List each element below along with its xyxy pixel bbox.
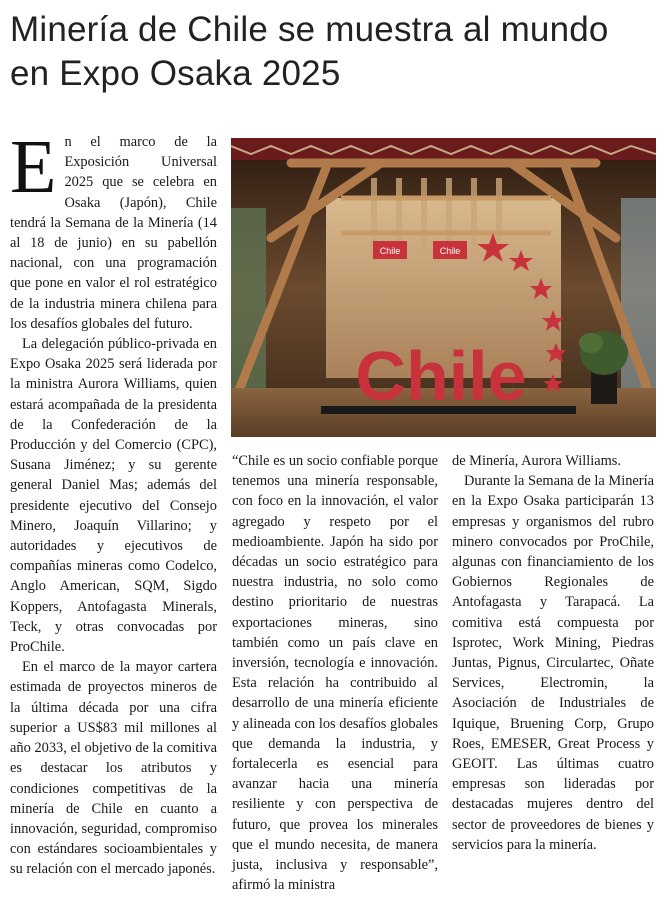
intro-text: n el marco de la Exposición Universal 2025 que se celebra en Osaka (Japón), Chile tendrá la Semana de la Minería (14 al 18 de junio) en su pabellón nacional, con una programación que pone en valor el rol estratégico de la industria minera chilena para los desafíos globales del futuro.	[10, 134, 217, 332]
paragraph: La delegación público-privada en Expo Osaka 2025 será liderada por la ministra Aurora Williams, quien estará acompañada de la presidenta de la Confederación de la Producción y del Comercio (CPC), Susana Jiménez; y su gerente general Daniel Mas; además del presidente ejecutivo del Consejo Minero, Joaquín Villarino; y autoridades y ejecutivos de compañías mineras como Codelco, Anglo American, SQM, Sigdo Koppers, Antofagasta Minerals, Teck, y otras convocadas por ProChile.	[10, 336, 217, 656]
pavilion-photo	[231, 138, 656, 437]
paragraph: Durante la Semana de la Minería en la Expo Osaka participarán 13 empresas y organismos del rubro minero convocados por ProChile, algunas con financiamiento de los Gobiernos Regionales de Antofagasta y Tarapacá. La comitiva está compuesta por Isprotec, Work Mining, Piedras Juntas, Pignus, Circulartec, Oñate Services, Electromin, la Asociación de Industriales de Iquique, Bruening Corp, Grupo Roes, EMESER, Great Process y GEOIT. Las últimas cuatro empresas son lideradas por destacadas mujeres dentro del sector de proveedores de bienes y servicios para la minería.	[452, 473, 654, 853]
small-sign-left-text: Chile	[379, 246, 401, 256]
paragraph: de Minería, Aurora Williams.	[452, 453, 622, 469]
column-2	[232, 451, 438, 895]
drop-cap: E	[10, 125, 57, 209]
small-sign-right-text: Chile	[439, 246, 461, 256]
headline: Minería de Chile se muestra al mundo en Expo Osaka 2025	[10, 10, 609, 93]
column-1	[10, 125, 217, 880]
column-3	[452, 451, 654, 855]
quote-paragraph: “Chile es un socio confiable porque tenemos una minería responsable, con foco en la innovación, el valor agregado y respeto por el medioambiente. Japón ha sido por décadas un socio estratégico para nuestra industria, no solo como destino prioritario de nuestras exportaciones mineras, sino también como un país clave en inversión, tecnología e innovación. Esta relación ha contribuido al desarrollo de una minería eficiente y alineada con los desafíos globales que demanda la industria, y fortalecerla es esencial para avanzar hacia una minería resiliente y con perspectiva de futuro, que provea los minerales que el mundo necesita, de manera justa, inclusiva y responsable”, afirmó la ministra	[232, 453, 438, 894]
paragraph-intro	[10, 125, 217, 334]
pavilion-illustration	[231, 138, 656, 437]
paragraph: En el marco de la mayor cartera estimada de proyectos mineros de la última década por una cifra superior a US$83 mil millones al año 2033, el objetivo de la comitiva es destacar los atributos y condiciones competitivas de la minería de Chile en cuanto a innovación, seguridad, compromiso con estándares socioambientales y su relación con el mercado japonés.	[10, 659, 217, 878]
chile-sign: Chile	[355, 337, 527, 415]
